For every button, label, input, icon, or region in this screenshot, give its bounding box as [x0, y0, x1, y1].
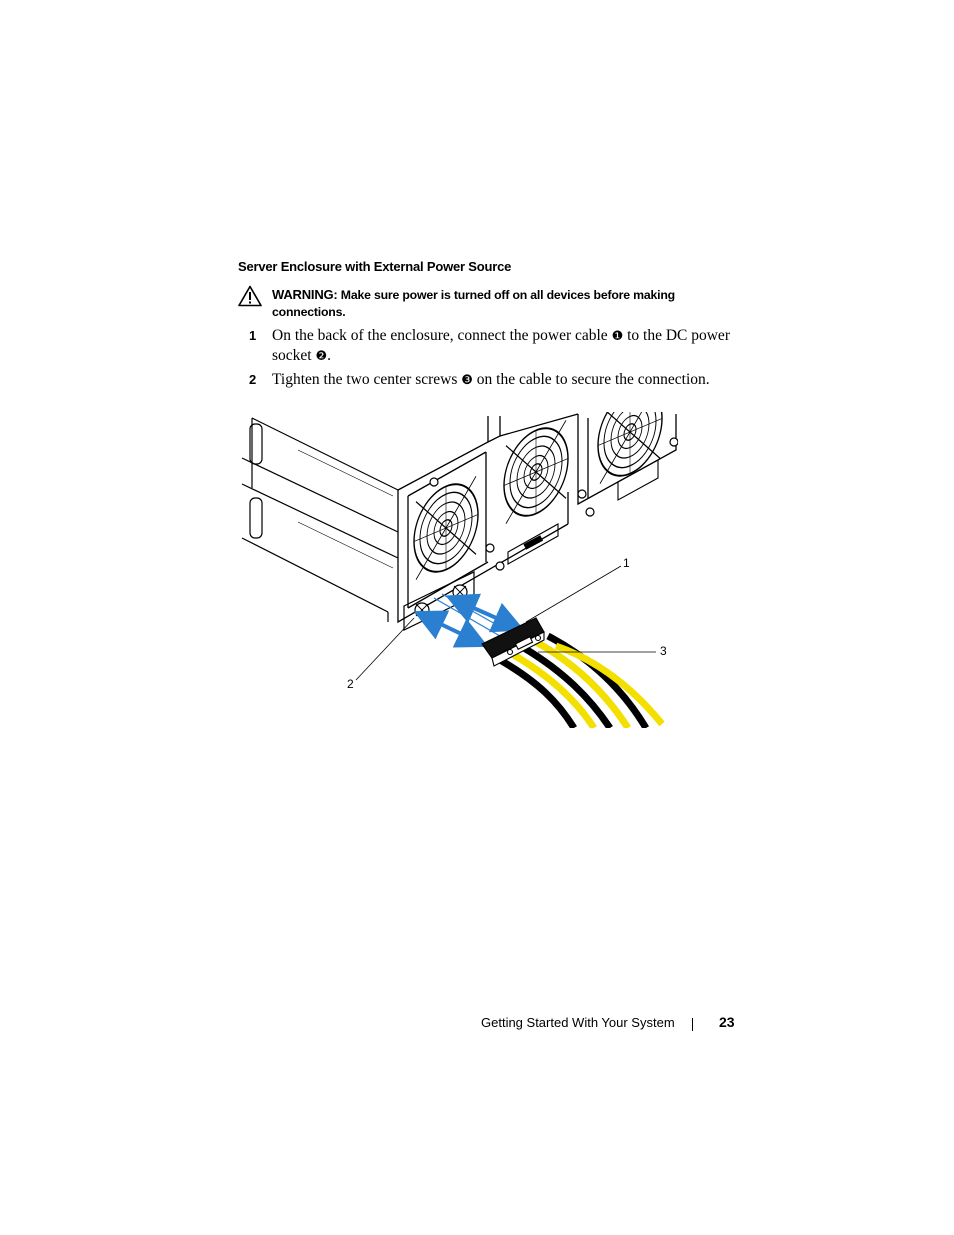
callout-2-glyph: ❷ — [315, 349, 328, 364]
callout-1-glyph: ❶ — [611, 329, 624, 344]
step-text — [272, 370, 742, 390]
step-number: 2 — [249, 372, 257, 387]
step-text-part: . — [327, 347, 332, 364]
step-number: 1 — [249, 328, 257, 343]
page-number: 23 — [719, 1014, 735, 1030]
warning-triangle-icon — [238, 285, 262, 307]
step-text-part: on the cable to secure the connection. — [472, 371, 710, 388]
warning-text — [272, 286, 732, 321]
step-text-part: On the back of the enclosure, connect the power cable — [272, 327, 612, 344]
footer-title: Getting Started With Your System — [481, 1015, 675, 1030]
warning-label: WARNING: — [272, 287, 338, 302]
warning-message: Make sure power is turned off on all devices before making connections. — [272, 288, 675, 319]
step-text-part: Tighten the two center screws — [272, 371, 462, 388]
callout-label-1: 1 — [623, 556, 630, 570]
footer-separator — [692, 1018, 693, 1031]
illustration-drawing — [238, 412, 678, 728]
callout-label-3: 3 — [660, 644, 667, 658]
callout-label-2: 2 — [347, 677, 354, 691]
step-text-part: to the DC power socket — [272, 327, 730, 364]
step-text — [272, 326, 742, 366]
callout-3-glyph: ❸ — [461, 373, 473, 388]
enclosure-power-illustration — [238, 412, 678, 728]
section-heading: Server Enclosure with External Power Source — [238, 259, 512, 274]
